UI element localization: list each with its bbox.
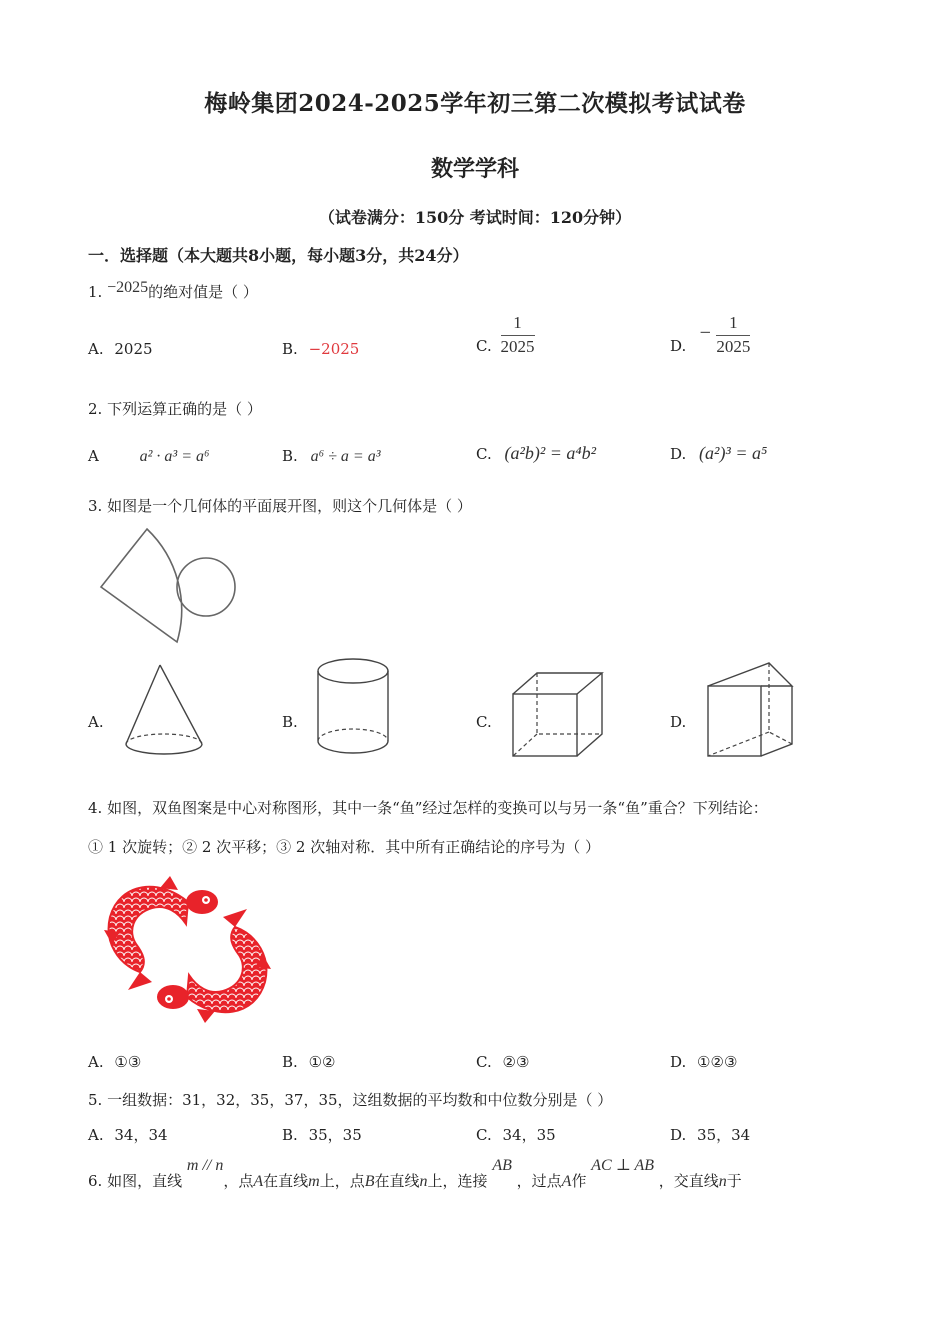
q2-text: 下列运算正确的是（ ） <box>107 400 262 418</box>
q4-c-label: C. <box>476 1053 492 1071</box>
q2-option-b[interactable] <box>282 447 381 466</box>
q2-b-label: B. <box>282 447 298 465</box>
q6-line-m: m <box>308 1173 320 1190</box>
double-fish-figure <box>100 872 275 1027</box>
q1-c-denominator: 2025 <box>500 337 535 356</box>
q3-option-d[interactable] <box>670 713 686 731</box>
q5-option-c[interactable] <box>476 1124 556 1145</box>
q4-c-value: ②③ <box>502 1053 530 1071</box>
q1-c-numerator: 1 <box>501 313 535 336</box>
q1-number: 1. <box>88 283 103 301</box>
q3-text: 如图是一个几何体的平面展开图，则这个几何体是（ ） <box>107 497 472 515</box>
q1-c-fraction <box>501 313 535 357</box>
q4-d-value: ①②③ <box>697 1053 738 1071</box>
q4-b-label: B. <box>282 1053 298 1071</box>
q2-d-expr: (a²)³ = a⁵ <box>699 443 768 463</box>
q6-text-8: 作 <box>571 1172 587 1190</box>
exam-info: （试卷满分：150分 考试时间：120分钟） <box>318 208 632 227</box>
q1-d-denominator: 2025 <box>716 337 751 356</box>
q1-expression: −2025 <box>107 279 149 296</box>
q3-a-label: A. <box>88 713 104 731</box>
q1-a-label: A. <box>88 340 104 358</box>
q2-b-expr: a⁶ ÷ a = a³ <box>310 448 381 465</box>
q6-point-b: B <box>364 1173 375 1190</box>
q6-text-10: 于 <box>726 1172 742 1190</box>
q4-b-value: ①② <box>308 1053 336 1071</box>
q1-a-value: 2025 <box>114 340 153 358</box>
cube-figure[interactable] <box>510 670 610 760</box>
subject-title: 数学学科 <box>430 156 519 182</box>
q6-parallel-expr: m // n <box>186 1157 224 1174</box>
q3-b-label: B. <box>282 713 298 731</box>
q6-text-9: ，交直线 <box>658 1172 719 1190</box>
cylinder-figure[interactable] <box>315 655 395 760</box>
sector-shape <box>101 529 182 642</box>
q6-text-6: 上，连接 <box>427 1172 488 1190</box>
upper-fish-body <box>109 887 188 972</box>
q5-option-b[interactable] <box>282 1124 362 1145</box>
q6-number: 6. <box>88 1172 103 1190</box>
q6-point-a: A <box>253 1173 264 1190</box>
q3-c-label: C. <box>476 713 492 731</box>
upper-fish-head <box>186 890 218 914</box>
q6-text-2: ，点 <box>223 1172 254 1190</box>
q4-text-line1: 如图，双鱼图案是中心对称图形，其中一条“鱼”经过怎样的变换可以与另一条“鱼”重合？下列结论： <box>107 799 768 817</box>
q5-stem <box>88 1089 612 1110</box>
q1-option-d[interactable] <box>670 313 750 357</box>
q4-a-value: ①③ <box>114 1053 142 1071</box>
q6-perpendicular-expr: AC ⊥ AB <box>591 1157 654 1174</box>
q5-text: 一组数据：31，32，35，37，35，这组数据的平均数和中位数分别是（ ） <box>107 1091 613 1109</box>
q5-d-label: D. <box>670 1126 687 1144</box>
q4-option-d[interactable] <box>670 1053 737 1071</box>
upper-fish-tail <box>128 972 152 990</box>
q5-a-value: 34，34 <box>114 1126 168 1144</box>
q1-b-value: −2025 <box>308 340 360 358</box>
q5-option-d[interactable] <box>670 1124 750 1145</box>
q1-option-b[interactable] <box>282 340 359 358</box>
lower-fish-tail <box>223 909 247 927</box>
q6-line-n: n <box>419 1173 428 1190</box>
circle-shape <box>177 558 235 616</box>
q4-a-label: A. <box>88 1053 104 1071</box>
q4-d-label: D. <box>670 1053 687 1071</box>
q3-number: 3. <box>88 497 103 515</box>
q1-d-fraction <box>716 313 750 357</box>
q4-stem-line1 <box>88 797 768 818</box>
q3-option-b[interactable] <box>282 713 298 731</box>
q1-text: 的绝对值是（ ） <box>148 283 258 301</box>
q1-option-c[interactable] <box>476 313 535 357</box>
q4-option-c[interactable] <box>476 1053 529 1071</box>
q6-text-5: 在直线 <box>374 1172 420 1190</box>
q4-option-a[interactable] <box>88 1053 141 1071</box>
q2-option-d[interactable] <box>670 443 767 464</box>
q5-b-label: B. <box>282 1126 298 1144</box>
q1-b-label: B. <box>282 340 298 358</box>
exam-title: 梅岭集团2024-2025学年初三第二次模拟考试试卷 <box>204 90 746 117</box>
q1-d-numerator: 1 <box>716 313 750 336</box>
q1-stem <box>88 281 258 302</box>
q2-c-expr: (a²b)² = a⁴b² <box>504 443 597 463</box>
q2-option-a[interactable] <box>88 447 210 466</box>
triangular-prism-figure[interactable] <box>705 660 800 760</box>
q3-d-label: D. <box>670 713 687 731</box>
lower-fish-head <box>157 985 189 1009</box>
q6-text-1: 如图，直线 <box>107 1172 183 1190</box>
q2-option-c[interactable] <box>476 443 596 464</box>
q1-c-label: C. <box>476 337 492 355</box>
q2-d-label: D. <box>670 445 687 463</box>
cone-net-figure <box>95 525 245 650</box>
q4-text-line2: ① 1 次旋转；② 2 次平移；③ 2 次轴对称．其中所有正确结论的序号为（ ） <box>88 838 601 856</box>
q6-point-a-2: A <box>561 1173 572 1190</box>
q5-c-value: 34，35 <box>502 1126 556 1144</box>
q2-stem <box>88 398 262 419</box>
q6-stem <box>88 1157 742 1191</box>
q6-text-7: ，过点 <box>516 1172 562 1190</box>
q1-d-label: D. <box>670 337 687 355</box>
q4-number: 4. <box>88 799 103 817</box>
q1-option-a[interactable] <box>88 340 153 358</box>
q2-number: 2. <box>88 400 103 418</box>
q3-option-c[interactable] <box>476 713 492 731</box>
q3-option-a[interactable] <box>88 713 104 731</box>
q6-segment-ab: AB <box>492 1157 512 1174</box>
q5-b-value: 35，35 <box>308 1126 362 1144</box>
section-heading: 一．选择题（本大题共8小题，每小题3分，共24分） <box>88 246 469 265</box>
q6-line-n-2: n <box>718 1173 727 1190</box>
q5-a-label: A. <box>88 1126 104 1144</box>
q2-a-label: A <box>88 447 99 465</box>
cone-figure[interactable] <box>122 660 207 760</box>
q2-c-label: C. <box>476 445 492 463</box>
q5-c-label: C. <box>476 1126 492 1144</box>
q5-option-a[interactable] <box>88 1124 168 1145</box>
q5-d-value: 35，34 <box>697 1126 751 1144</box>
q6-text-4: 上，点 <box>319 1172 365 1190</box>
q5-number: 5. <box>88 1091 103 1109</box>
q4-option-b[interactable] <box>282 1053 335 1071</box>
q3-stem <box>88 495 472 516</box>
q2-a-expr: a² · a³ = a⁶ <box>139 448 210 465</box>
lower-fish-body <box>187 927 266 1012</box>
q6-text-3: 在直线 <box>263 1172 309 1190</box>
q1-d-sign: − <box>699 323 712 341</box>
